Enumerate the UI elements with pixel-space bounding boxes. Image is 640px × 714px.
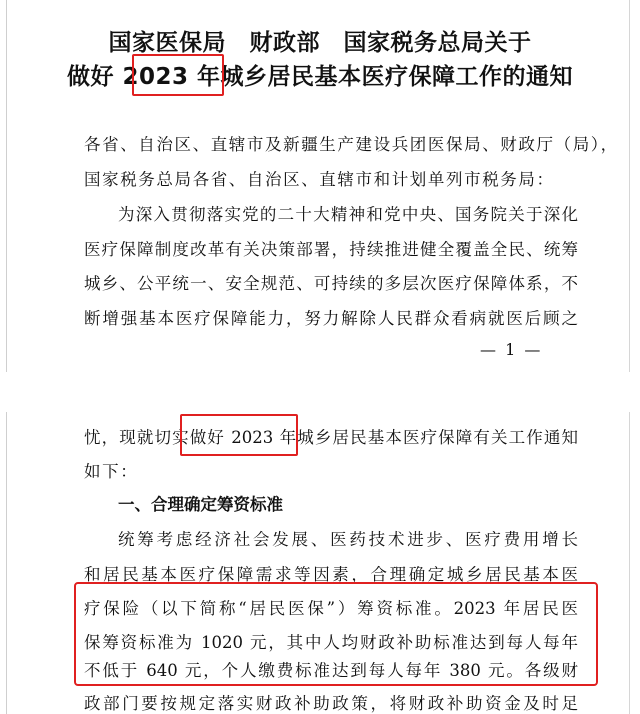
page-edge-left (6, 0, 7, 714)
intro-line-4: 断增强基本医疗保障能力，努力解除人民群众看病就医后顾之 (84, 309, 578, 328)
document-title-line-1: 国家医保局 财政部 国家税务总局关于 (108, 30, 532, 56)
intro-line-2: 医疗保障制度改革有关决策部署，持续推进健全覆盖全民、统筹 (84, 240, 578, 259)
section-line-1: 统筹考虑经济社会发展、医药技术进步、医疗费用增长 (118, 530, 578, 549)
highlight-box-title-year (132, 54, 224, 96)
section-line-5: 不低于 640 元，个人缴费标准达到每人每年 380 元。各级财 (84, 661, 578, 680)
section-line-6: 政部门要按规定落实财政补助政策，将财政补助资金及时足 (84, 694, 578, 713)
highlight-box-funding-standard (74, 582, 598, 686)
intro-line-5: 忧，现就切实做好 2023 年城乡居民基本医疗保障有关工作通知 (84, 428, 578, 447)
addressee-line-2: 国家税务总局各省、自治区、直辖市和计划单列市税务局： (84, 170, 555, 189)
document-title-line-2: 做好 2023 年城乡居民基本医疗保障工作的通知 (66, 64, 574, 90)
addressee-line-1: 各省、自治区、直辖市及新疆生产建设兵团医保局、财政厅（局）， (84, 135, 619, 154)
section-line-2: 和居民基本医疗保障需求等因素，合理确定城乡居民基本医 (84, 565, 578, 584)
highlight-box-body-year (180, 414, 298, 456)
intro-line-3: 城乡、公平统一、安全规范、可持续的多层次医疗保障体系，不 (84, 274, 578, 293)
page-number: — 1 — (480, 340, 543, 359)
page-break (0, 372, 640, 412)
section-heading: 一、合理确定筹资标准 (118, 495, 283, 514)
intro-line-6: 如下： (84, 462, 139, 481)
section-line-4: 保筹资标准为 1020 元，其中人均财政补助标准达到每人每年 (84, 633, 578, 652)
section-line-3: 疗保险（以下简称“居民医保”）筹资标准。2023 年居民医 (84, 599, 578, 618)
page-edge-right (629, 0, 630, 714)
intro-line-1: 为深入贯彻落实党的二十大精神和党中央、国务院关于深化 (118, 205, 578, 224)
